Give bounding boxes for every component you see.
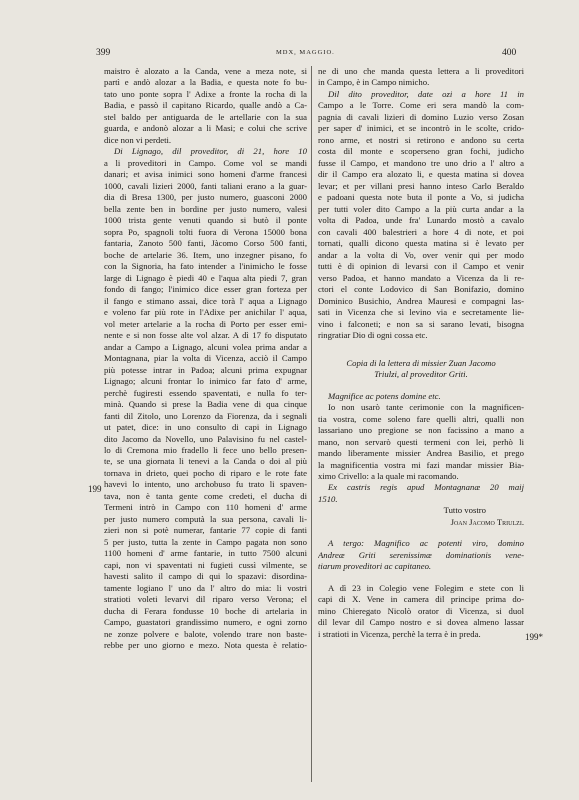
text-line: dia di Bresa 1300, per justo numero, guasconi 2000 xyxy=(104,192,307,203)
margin-note-left: 199 xyxy=(88,484,102,494)
text-line: andar a la volta di Vo, over venir qui per modo xyxy=(318,249,524,260)
text-line: stratioti voleti levarvi dil riparo verso Verona; el xyxy=(104,594,307,605)
text-line: 1100 homeni d' arme fantarie, in tutto 7500 alcuni xyxy=(104,548,307,559)
text-line: a li proveditori in Campo. Come vol se mandi xyxy=(104,157,307,168)
address-line: Andreæ Griti serenissimæ dominationis vene- xyxy=(318,549,524,560)
text-line: tato uno ponte sopra l' Adixe a fronte la rocha di la xyxy=(104,88,307,99)
letter-line: lassariano uno pregione se non facissino a mano a xyxy=(318,425,524,436)
text-line: Badia, e passò il capitano Ricardo, qualle andò a Ca- xyxy=(104,100,307,111)
letter-date: 1510. xyxy=(318,493,338,504)
text-line: sopra Po, spagnoli tolti fuora di Verona 15000 bona xyxy=(104,226,307,237)
text-line: dito Jacomo da Novello, uno Palavisino fu nel castel- xyxy=(104,433,307,444)
text-line: tutti è di opinion di levarsi con il Campo et venir xyxy=(318,261,524,272)
text-line: dir il Campo era alozato li, e questa matina si dovea xyxy=(318,169,524,180)
text-line: Dominico Busichio, Andrea Mauresi e compagni las- xyxy=(318,295,524,306)
text-line: e padoani questa note buta il ponte a Vo, si judicha xyxy=(318,192,524,203)
address-line: tiarum proveditori ac capitaneo. xyxy=(318,561,432,572)
text-line: Campo a le Torre. Come eri sera mandò la com- xyxy=(318,100,524,111)
text-line: rebbe per uno giorno e mezo. Nota questa è relatio- xyxy=(104,640,307,651)
running-header: MDX, MAGGIO. xyxy=(276,49,335,56)
letter-line: ximo Crivello: a la quale mi racomando. xyxy=(318,470,459,481)
text-line: costa dil monte e scoperseno gran fochi, judicho xyxy=(318,146,524,157)
text-line: danari; et avisa inimici sono homeni d'arme francesi xyxy=(104,169,307,180)
address-line: A tergo: Magnifico ac potenti viro, domino xyxy=(328,538,524,549)
text-line: te, se una giornata li tenevi a la Canda o doi al più xyxy=(104,456,307,467)
text-line: per justo numero computà la sua persona, cavali li- xyxy=(104,513,307,524)
text-line: Montagnana, piar la volta di Vicenza, acciò il Campo xyxy=(104,353,307,364)
text-line: fantaria, Zanoto 500 fanti, Jàcomo Corso 500 fanti, xyxy=(104,238,307,249)
text-line: tava, non è tanta gente come credeti, el ducha di xyxy=(104,490,307,501)
section-heading: Di Lignago, dil proveditor, di 21, hore 10 xyxy=(114,146,307,157)
letter-date: Ex castris regis apud Montagnanæ 20 maij xyxy=(328,482,524,493)
text-line: il fango e stimano assai, dice torà l' aqua a Lignago xyxy=(104,295,307,306)
text-line: ducha di Ferara fondusse 10 boche di artelaria in xyxy=(104,605,307,616)
letter-salutation: Magnifice ac potens domine etc. xyxy=(328,390,441,401)
text-line: dice non vi perdeti. xyxy=(104,134,172,145)
text-line: maistro è alozato a la Canda, vene a meza note, si xyxy=(104,66,307,76)
margin-note-right: 199* xyxy=(525,632,543,642)
text-line: bella zente ben in bordine per justo numero, valesi xyxy=(104,203,307,214)
letter-title: Triulzi, al proveditor Griti. xyxy=(374,369,468,380)
right-column xyxy=(318,66,524,640)
text-line: fusse il Campo, et mandono tre uno drio a l' altro a xyxy=(318,157,524,168)
text-line: ctori el conte Lodovico di San Bonifazio, domino xyxy=(318,284,524,295)
text-line: Campo, guastatori grandissimo numero, e ogni zorno xyxy=(104,617,307,628)
text-line: 5 per justo, tutta la zente in Campo pagata non sono xyxy=(104,536,307,547)
text-line: ringratiar Dio di ogni cossa etc. xyxy=(318,330,428,341)
text-line: A dì 23 in Colegio vene Folegim e stete con li xyxy=(328,582,524,593)
letter-title: Copia di la lettera di missier Zuan Jacomo xyxy=(346,357,496,368)
text-line: boche de artelarie 36. Item, uno inzegner pisano, fo xyxy=(104,249,307,260)
text-line: mino Chieregato Nicolò orator di Vicenza, si duol xyxy=(318,605,524,616)
text-line: perchè fugiresti essendo spaventati, e nulla fo ter- xyxy=(104,387,307,398)
text-line: havevi lo intento, uno archobuso fu trato li spaven- xyxy=(104,479,307,490)
text-line: sati in Vicenza che si levino via e secretamente lie- xyxy=(318,307,524,318)
letter-signature: Joan Jacomo Triulzi. xyxy=(450,516,524,527)
text-line: per tutti voler dito Campo a la più curta andar a la xyxy=(318,203,524,214)
text-line: zieri non si potè numerar, fantarie 77 copie di fanti xyxy=(104,525,307,536)
text-line: capi di X. Vene in camera dil principe prima do- xyxy=(318,594,524,605)
text-line: i stratioti in Vicenza, perchè la terra è in preda. xyxy=(318,628,481,639)
page-number-left: 399 xyxy=(96,48,111,58)
text-line: pagnia di cavali lizieri di domino Luzio verso Zosan xyxy=(318,111,524,122)
text-line: volta di Padoa, unde fra' Lunardo mostò a cavalo xyxy=(318,215,524,226)
text-line: 1000, cavali lizieri 2000, fanti taliani erano a la guar- xyxy=(104,180,307,191)
letter-closing: Tutto vostro xyxy=(443,505,486,516)
letter-line: mando liberamente missier Andrea Basilio, et prego xyxy=(318,448,524,459)
text-line: capi, non vi spaventati ni fugieti cussì vilmente, se xyxy=(104,559,307,570)
text-line: ne di uno che manda questa lettera a li proveditori xyxy=(318,66,524,76)
text-line: Lignago; alcuni frontar lo inimico far fato d' arme, xyxy=(104,376,307,387)
text-line: rono arme, et nostri si retirono e andono su certa xyxy=(318,134,524,145)
letter-line: la magnificentia vostra mi fazi mandar missier Bia- xyxy=(318,459,524,470)
text-line: in Campo, è in Campo nimicho. xyxy=(318,77,430,88)
text-line: per saper d' inimici, et se incontrò in le scolte, crido- xyxy=(318,123,524,134)
text-line: più potesse intrar in Padoa; alcuni prima expugnar xyxy=(104,364,307,375)
text-line: fanti dil Zitolo, uno Lorenzo da Fiorenza, da i segnali xyxy=(104,410,307,421)
letter-line: Io non usarò tante cerimonie con la magnificen- xyxy=(328,402,524,413)
text-line: con cavali 400 balestrieri a hore 4 di note, et poi xyxy=(318,226,524,237)
text-line: large di Lignago è piedi 40 e l'aqua alta piedi 7, gran xyxy=(104,272,307,283)
text-line: stel baldo per antiguarda de le artellarie con la sua xyxy=(104,111,307,122)
text-line: 1000 trista gente venuti quando si butò il ponte xyxy=(104,215,307,226)
text-line: andar a Campo a Lignago, alcuni volea prima andar a xyxy=(104,341,307,352)
letter-line: mano, non servarò questi termeni con lei, perhò li xyxy=(318,436,524,447)
left-column xyxy=(104,66,307,652)
text-line: minà. Quando si prese la Badia vene di qua cinque xyxy=(104,399,307,410)
text-line: dil levar dil Campo nostro e si dovea almeno lassar xyxy=(318,617,524,628)
text-line: partì e andò alozar a la Badia, e questa note fo bu- xyxy=(104,77,307,88)
text-line: tamente logiano l' uno da l' altro do mia: li vostri xyxy=(104,582,307,593)
text-line: vino i falconeti; e non sa si sarano levati, bisogna xyxy=(318,318,524,329)
text-line: tornava in drieto, quei pocho di riparo e le rote fate xyxy=(104,467,307,478)
text-line: guarda, e andonò alozar a li Masi; e colui che scrive xyxy=(104,123,307,134)
letter-line: tia vostra, come soleno fare quelli altri, qualli non xyxy=(318,413,524,424)
text-line: lo di Cremona mio fradello li fece uno bello presen- xyxy=(104,444,307,455)
text-line: havesti salito il campo di qui lo spazavi: disordina- xyxy=(104,571,307,582)
text-line: verso Padoa, et hanno mandato a Vicenza da li re- xyxy=(318,272,524,283)
text-line: nente e si non fosse alte vol alzar. A dì 17 fo disputato xyxy=(104,330,307,341)
text-line: tornati, qualli dicono questa matina si è levato per xyxy=(318,238,524,249)
text-line: ne zonze polvere e balote, volendo trare non baste- xyxy=(104,628,307,639)
section-heading: Dil dito proveditor, date ozi a hore 11 in xyxy=(328,88,524,99)
text-line: fondo di fango; l'inimico dice esser gran forteza per xyxy=(104,284,307,295)
text-line: levar; et per villani presi hanno inteso Carlo Beraldo xyxy=(318,180,524,191)
text-line: con la Signoria, ha fato intender a l'inimicho le fosse xyxy=(104,261,307,272)
page-number-right: 400 xyxy=(502,48,517,58)
text-line: ut patet, dice: in uno consulto di capi in Lignago xyxy=(104,422,307,433)
column-rule xyxy=(311,66,312,782)
text-line: Termeni intrò in Campo con 110 homeni d' arme xyxy=(104,502,307,513)
text-line: vol meter artelarie a la rocha di Porto per esser emi- xyxy=(104,318,307,329)
text-line: e voleno far più rote in l'Adixe per anichilar l' aqua, xyxy=(104,307,307,318)
